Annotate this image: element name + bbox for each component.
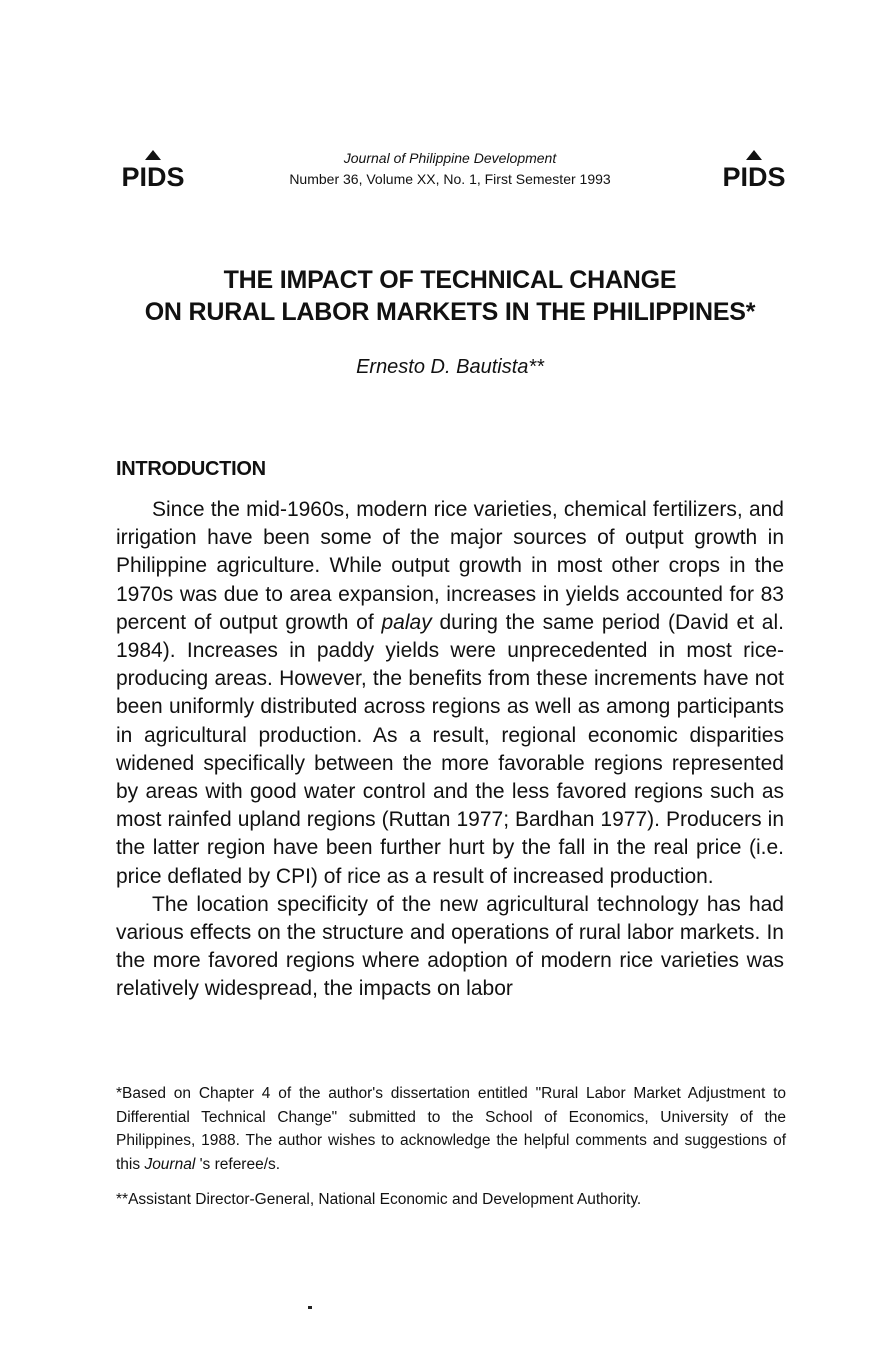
author-name: Ernesto D. Bautista** [356,356,544,378]
article-body [116,496,784,1004]
footnote-2: **Assistant Director-General, National Economic and Development Authority. [116,1191,642,1208]
paragraph-1 [116,496,784,891]
fn1-italic: Journal [144,1155,196,1173]
footnote-1 [116,1082,786,1176]
journal-masthead [250,148,650,190]
pids-logo-text: PIDS [121,162,185,190]
fn1-text-a: *Based on Chapter 4 of the author's dissertation entitled "Rural Labor Market Adjustment to Differential Technical Change" submitted to the School of Economics, University of the Philippines, 1988. The author wishes to acknowledge the helpful comments and suggestions of this [116,1085,786,1173]
p1-text-a: Since the mid-1960s, modern rice varieties, chemical fertilizers, and irrigation have been some of the major sources of output growth in Philippine agriculture. While output growth in most other crops in the 1970s was due to area expansion, increases in yields accounted for 83 percent of output growth of [116,498,784,634]
title-line-2: ON RURAL LABOR MARKETS IN THE PHILIPPINES* [144,298,756,326]
fn1-text-b: 's referee/s. [195,1155,281,1173]
p1-text-b: during the same period (David et al. 1984). Increases in paddy yields were unprecedented in most rice-producing areas. However, the benefits from these increments have not been uniformly distributed across regions as well as among participants in agricultural production. As a result, regional economic disparities widened specifically between the more favorable regions represented by areas with good water control and the less favored regions such as most rainfed upland regions (Ruttan 1977; Bardhan 1977). Producers in the latter region have been further hurt by the fall in the real price (i.e. price deflated by CPI) of rice as a result of increased production. [116,610,784,888]
p1-italic-term: palay [381,610,432,634]
pids-logo-right [716,150,792,190]
footnotes [116,1082,786,1212]
title-line-1: THE IMPACT OF TECHNICAL CHANGE [223,266,677,294]
pids-logo-text: PIDS [722,162,786,190]
section-heading: INTRODUCTION [116,458,266,480]
paragraph-2: The location specificity of the new agricultural technology has had various effects on the structure and operations of rural labor markets. In the more favored regions where adoption of modern rice varieties was relatively widespread, the impacts on labor [116,892,784,1001]
pids-logo-left [115,150,191,190]
article-title [100,264,800,328]
journal-issue: Number 36, Volume XX, No. 1, First Semester 1993 [289,171,611,187]
scan-speck [308,1306,312,1309]
journal-name: Journal of Philippine Development [343,150,557,166]
